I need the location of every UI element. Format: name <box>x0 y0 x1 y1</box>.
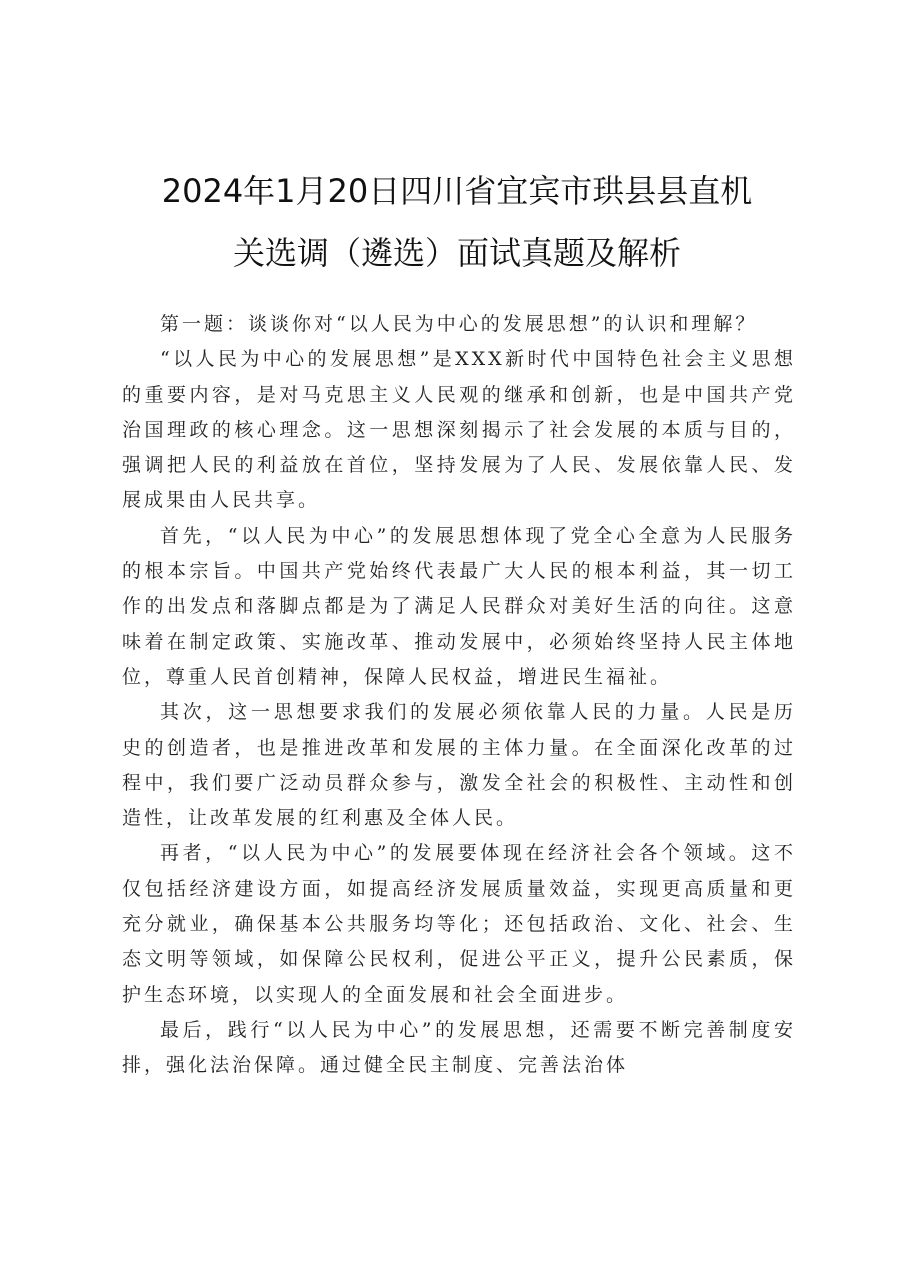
first-point-paragraph: 首先，“以人民为中心”的发展思想体现了党全心全意为人民服务的根本宗旨。中国共产党始终代表最广大人民的根本利益，其一切工作的出发点和落脚点都是为了满足人民群众对美好生活的向往。这意味着在制定政策、实施改革、推动发展中，必须始终坚持人民主体地位，尊重人民首创精神，保障人民权益，增进民生福祉。 <box>122 524 796 688</box>
question-paragraph: 第一题：谈谈你对“以人民为中心的发展思想”的认识和理解？ <box>160 313 758 335</box>
document-body <box>122 307 796 1084</box>
final-point-paragraph: 最后，践行“以人民为中心”的发展思想，还需要不断完善制度安排，强化法治保障。通过健全民主制度、完善法治体 <box>122 1018 796 1077</box>
third-point-paragraph: 再者，“以人民为中心”的发展要体现在经济社会各个领域。这不仅包括经济建设方面，如提高经济发展质量效益，实现更高质量和更充分就业，确保基本公共服务均等化；还包括政治、文化、社会、生态文明等领域，如保障公民权利，促进公平正义，提升公民素质，保护生态环境，以实现人的全面发展和社会全面进步。 <box>122 842 796 1006</box>
document-title-line-2: 关选调（遴选）面试真题及解析 <box>232 234 681 272</box>
document-title-line-1: 2024年1月20日四川省宜宾市珙县县直机 <box>161 172 753 210</box>
second-point-paragraph: 其次，这一思想要求我们的发展必须依靠人民的力量。人民是历史的创造者，也是推进改革和发展的主体力量。在全面深化改革的过程中，我们要广泛动员群众参与，激发全社会的积极性、主动性和创造性，让改革发展的红利惠及全体人民。 <box>122 701 796 830</box>
document-title <box>118 160 796 284</box>
intro-paragraph: “以人民为中心的发展思想”是XXX新时代中国特色社会主义思想的重要内容，是对马克思主义人民观的继承和创新，也是中国共产党治国理政的核心理念。这一思想深刻揭示了社会发展的本质与目的，强调把人民的利益放在首位，坚持发展为了人民、发展依靠人民、发展成果由人民共享。 <box>122 348 796 512</box>
